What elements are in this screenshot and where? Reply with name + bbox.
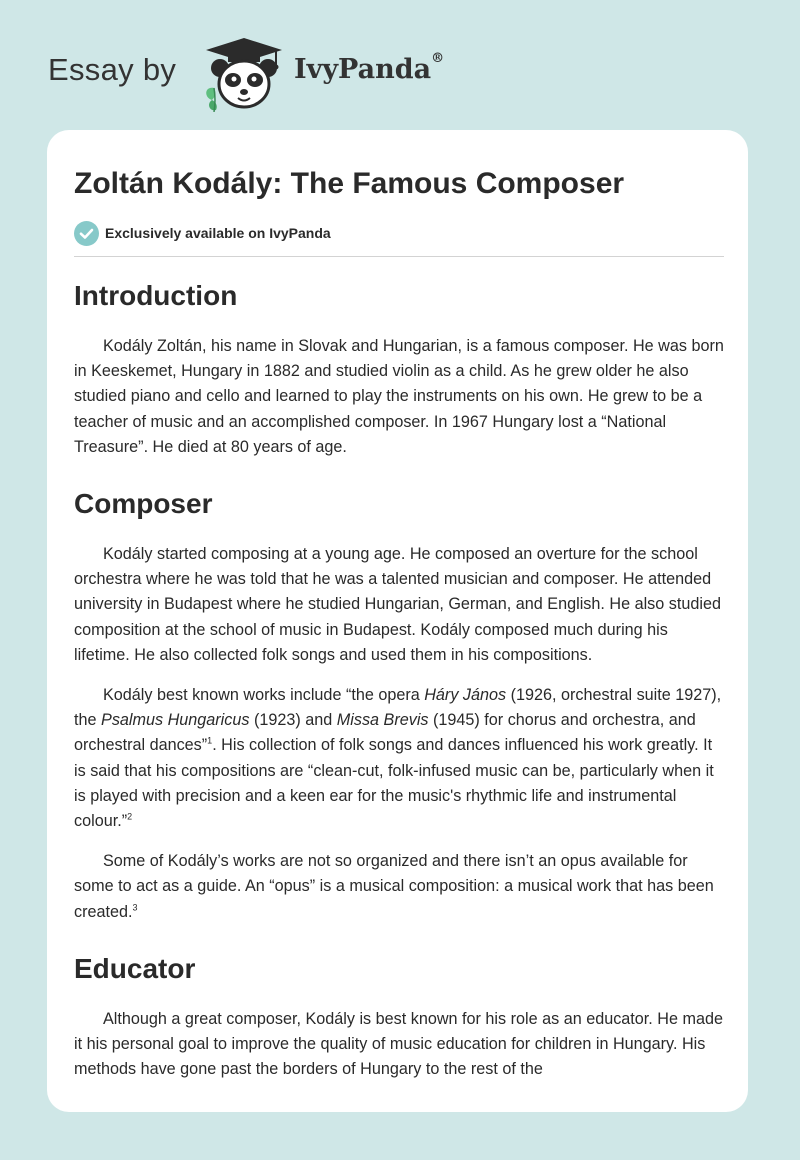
heading-introduction: Introduction (74, 280, 238, 311)
article-title: Zoltán Kodály: The Famous Composer (74, 167, 625, 200)
panda-logo-icon[interactable] (202, 36, 286, 112)
paragraph: Kodály best known works include “the opera Háry János (1926, orchestral suite 1927), the Psalmus Hungaricus (1923) and Missa Brevis (1945) for chorus and orchestra, and orchestral dances”$^1$. His collection of folk songs and dances influenced his work greatly. It is said that his compositions are “clean-cut, folk-infused music can be, particularly when it is played with precision and a keen ear for the music's rhythmic life and instrumental colour.”$^2$ (74, 686, 722, 831)
heading-composer: Composer (74, 488, 213, 520)
paragraph: Although a great composer, Kodály is best known for his role as an educator. He made it his personal goal to improve the quality of music education for children in Hungary. His methods have gone past the borders of Hungary to the rest of the (74, 1009, 723, 1079)
footnote-ref[interactable]: 2 (127, 811, 133, 822)
exclusive-badge (74, 220, 724, 246)
paragraph: Kodály Zoltán, his name in Slovak and Hungarian, is a famous composer. He was born in Keeskemet, Hungary in 1882 and studied violin as a child. As he grew older he also studied piano and cello and learned to play the instruments on his own. He grew to be a teacher of music and an accomplished composer. In 1967 Hungary lost a “National Treasure”. He died at 80 years of age. (74, 337, 724, 456)
article-content (74, 164, 724, 1082)
title-divider (74, 256, 724, 257)
article-card (47, 130, 748, 1112)
exclusive-badge-label: Exclusively available on IvyPanda (105, 225, 331, 241)
checkmark-icon (74, 221, 99, 246)
heading-educator: Educator (74, 952, 196, 984)
site-header (48, 34, 648, 114)
footnote-ref[interactable]: 1 (207, 736, 213, 747)
essay-by-label: Essay by (48, 52, 177, 87)
paragraph: Some of Kodály’s works are not so organized and there isn’t an opus available for some to act as a guide. An “opus” is a musical composition: a musical work that has been created.$^3$ (74, 852, 714, 921)
brand-name[interactable]: IvyPanda® (294, 51, 445, 85)
footnote-ref[interactable]: 3 (132, 902, 138, 913)
paragraph: Kodály started composing at a young age. He composed an overture for the school orchestra where he was told that he was a talented musician and composer. He attended university in Budapest where he studied Hungarian, German, and English. He also studied composition at the school of music in Budapest. Kodály composed much during his lifetime. He also collected folk songs and used them in his compositions. (74, 545, 721, 664)
